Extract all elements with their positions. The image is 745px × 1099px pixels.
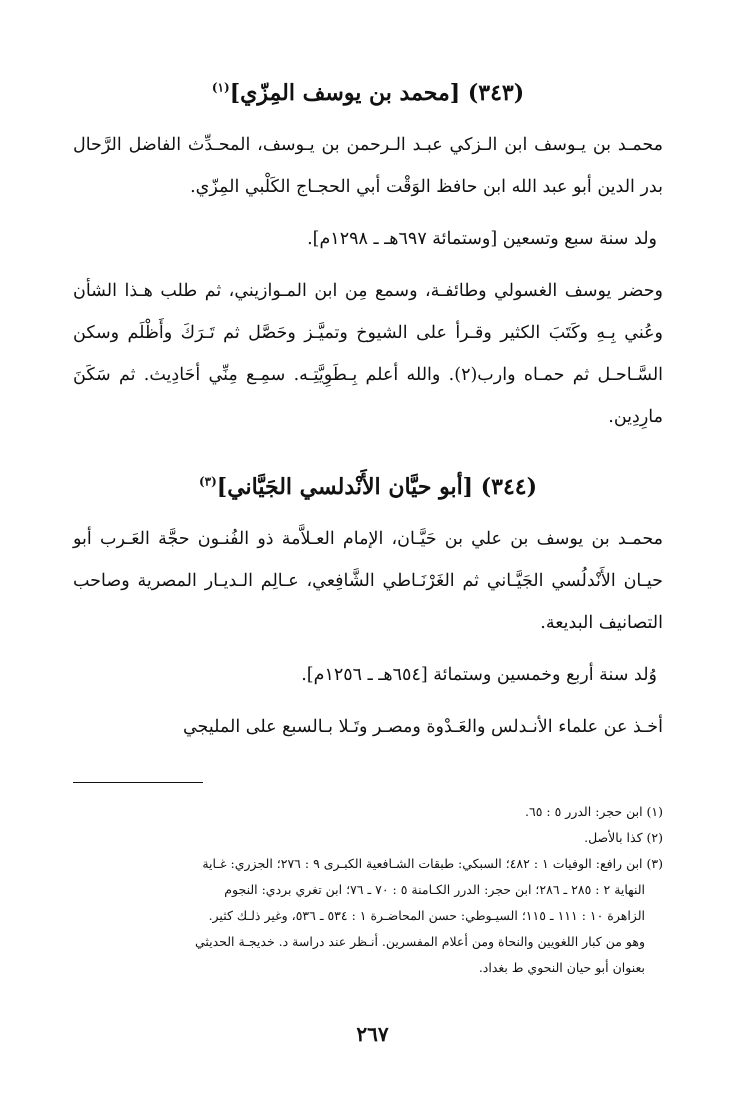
entry-heading-344 bbox=[73, 474, 663, 500]
paragraph: محمـد بن يوسف بن علي بن حَيَّـان، الإمام العـلاَّمة ذو الفُنـون حجَّة العَـرب أبو حيـان الأَنْدلُسي الجَيَّـاني ثم الغَرْنَـاطي الشَّافِعي، عـالِم الـديـار المصرية وصاحب التصانيف البديعة. bbox=[73, 529, 663, 633]
paragraph: محمـد بن يـوسف ابن الـزكي عبـد الـرحمن بن يـوسف، المحـدِّث الفاضل الرَّحال بدر الدين أبو عبد الله ابن حافظ الوَقْت أبي الحجـاج الكَلْبي المِزّي. bbox=[73, 135, 663, 197]
footnote-line: الزاهرة ١٠ : ١١١ ـ ١١٥؛ السيـوطي: حسن المحاضـرة ١ : ٥٣٤ ـ ٥٣٦، وغير ذلـك كثير. bbox=[208, 908, 645, 923]
footnote-ref: (١) bbox=[211, 80, 230, 95]
footnote-ref: (٣) bbox=[198, 474, 217, 489]
page-number: ٢٦٧ bbox=[356, 1022, 389, 1046]
entry-title: (٣٤٣) [محمد بن يوسف المِزّي] bbox=[229, 80, 525, 106]
footnote-line: النهاية ٢ : ٢٨٥ ـ ٢٨٦؛ ابن حجر: الدرر الكـامنة ٥ : ٧٠ ـ ٧٦؛ ابن تغري بردي: النجوم bbox=[224, 882, 645, 897]
entry-title: (٣٤٤) [أبو حيَّان الأَنْدلسي الجَيَّاني] bbox=[216, 474, 538, 500]
paragraph: وُلد سنة أربع وخمسين وستمائة [٦٥٤هـ ـ ١٢٥٦م]. bbox=[301, 665, 657, 685]
footnote-divider bbox=[73, 782, 203, 783]
paragraph: وحضر يوسف الغسولي وطائفـة، وسمع مِن ابن المـوازيني، ثم طلب هـذا الشأن وعُني بِـهِ وكَتَبَ الكثير وقـرأ على الشيوخ وتميَّـز وحَصَّل ثم تَـرَكَ وأَظْلَم وسكن السَّـاحـل ثم حمـاه وارب(٢). والله أعلم بِـطَوِيَّتِـه. سمِـع مِنِّي أحَادِيث. ثم سَكَنَ مارِدِين. bbox=[73, 281, 664, 427]
footnote-line: (١) ابن حجر: الدرر ٥ : ٦٥. bbox=[525, 804, 663, 819]
footnote-line: وهو من كبار اللغويين والنحاة ومن أعلام المفسرين. أنـظر عند دراسة د. خديجـة الحديثي bbox=[194, 934, 645, 949]
footnotes bbox=[73, 799, 663, 981]
footnote-line: (٣) ابن رافع: الوفيات ١ : ٤٨٢؛ السبكي: طبقات الشـافعية الكبـرى ٩ : ٢٧٦؛ الجزري: غـاية bbox=[202, 856, 663, 871]
footnote-line: (٢) كذا بالأصل. bbox=[584, 830, 663, 845]
paragraph: أخـذ عن علماء الأنـدلس والعَـدْوة ومصـر وتَـلا بـالسبع على المليجي bbox=[182, 717, 663, 737]
entry-heading-343 bbox=[73, 80, 663, 106]
page-body bbox=[73, 70, 663, 981]
footnote-line: بعنوان أبو حيان النحوي ط بغداد. bbox=[478, 960, 645, 975]
paragraph: ولد سنة سبع وتسعين [وستمائة ٦٩٧هـ ـ ١٢٩٨م]. bbox=[307, 229, 657, 249]
